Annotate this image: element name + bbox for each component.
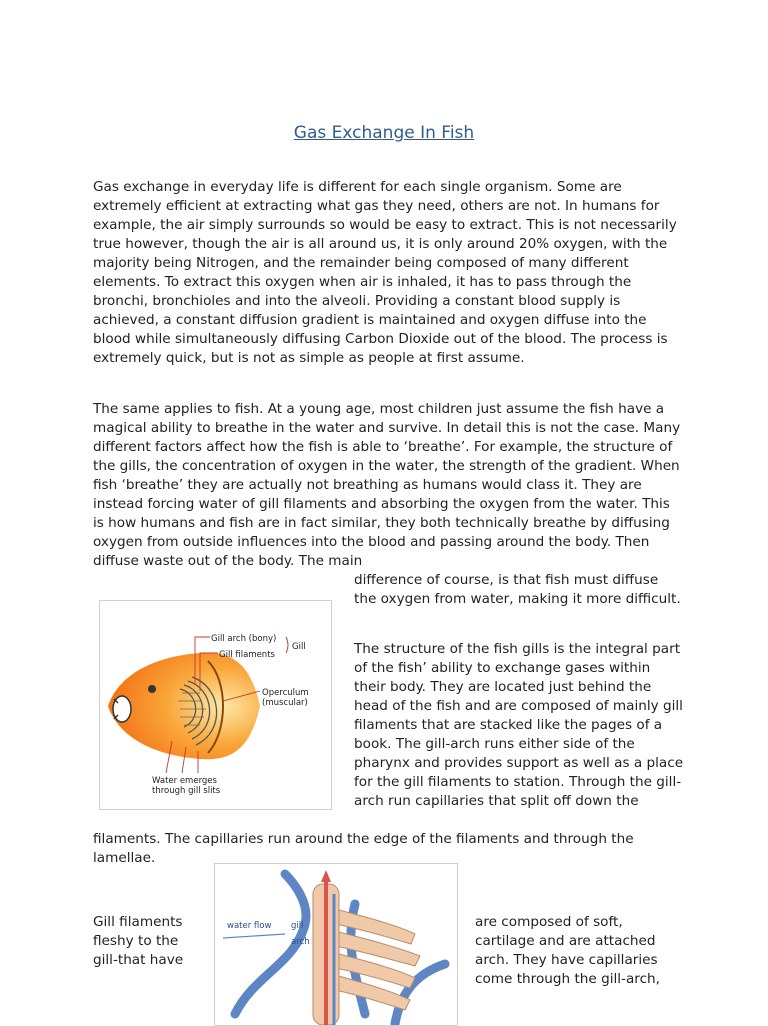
paragraph-gill-filaments-right: are composed of soft, cartilage and are attached arch. They have capillaries come through the gill-arch, <box>475 914 660 987</box>
paragraph-fish-breathing-continued: difference of course, is that fish must diffuse the oxygen from water, making it more difficult. <box>354 572 681 607</box>
label-operculum: Operculum <box>262 688 309 698</box>
blue-vessels-shape <box>235 874 445 1024</box>
fish-eye-shape <box>148 685 156 693</box>
label-gill-arch: Gill arch (bony) <box>211 634 277 644</box>
gill-bracket-shape <box>286 637 288 653</box>
water-flow-arrow-shape <box>223 934 285 938</box>
label-gill-2: gill <box>291 921 304 931</box>
paragraph-fish-breathing: The same applies to fish. At a young age, most children just assume the fish have a magical ability to breathe in the water and survive. In detail this is not the case. Many different factors affect how the fish is able to ‘breathe’. For example, the structure of the gills, the concentration of oxygen in the water, the strength of the gradient. When fish ‘breathe’ they are actually not breathing as humans would class it. They are instead forcing water of gill filaments and absorbing the oxygen from the water. This is how humans and fish are in fact similar, they both technically breathe by diffusing oxygen from outside influences into the blood and passing around the body. Then diffuse waste out of the body. The main <box>93 401 681 569</box>
label-through-gill-slits: through gill slits <box>152 786 221 796</box>
label-gill: Gill <box>292 642 306 652</box>
fish-gill-diagram <box>99 600 332 810</box>
paragraph-intro: Gas exchange in everyday life is different for each single organism. Some are extremely efficient at extracting what gas they need, others are not. In humans for example, the air simply surrounds so would be easy to extract. This is not necessarily true however, though the air is all around us, it is only around 20% oxygen, with the majority being Nitrogen, and the remainder being composed of many different elements. To extract this oxygen when air is inhaled, it has to pass through the bronchi, bronchioles and into the alveoli. Providing a constant blood supply is achieved, a constant diffusion gradient is maintained and oxygen diffuse into the blood while simultaneously diffusing Carbon Dioxide out of the blood. The process is extremely quick, but is not as simple as people at first assume. <box>93 179 677 366</box>
page-title: Gas Exchange In Fish <box>293 123 475 143</box>
label-arch: arch <box>291 937 310 947</box>
paragraph-gill-structure-continued: filaments. The capillaries run around the edge of the filaments and through the lamellae. <box>93 831 634 866</box>
gill-filament-diagram <box>214 863 458 1026</box>
label-water-flow: water flow <box>227 921 272 931</box>
gill-filament-svg <box>215 864 457 1025</box>
paragraph-gill-filaments-left: Gill filaments fleshy to the gill-that have <box>93 914 184 968</box>
paragraph-gill-structure: The structure of the fish gills is the integral part of the fish’ ability to exchange gases within their body. They are located just behind the head of the fish and are composed of mainly gill filaments that are stacked like the pages of a book. The gill-arch runs either side of the pharynx and provides support as well as a place for the gill filaments to station. Through the gill-arch run capillaries that split off down the <box>354 641 684 809</box>
artery-arrow-shape <box>321 870 331 882</box>
label-water-emerges: Water emerges <box>152 776 217 786</box>
label-gill-filaments: Gill filaments <box>219 650 275 660</box>
fish-gill-svg <box>100 601 331 809</box>
label-muscular: (muscular) <box>262 698 308 708</box>
